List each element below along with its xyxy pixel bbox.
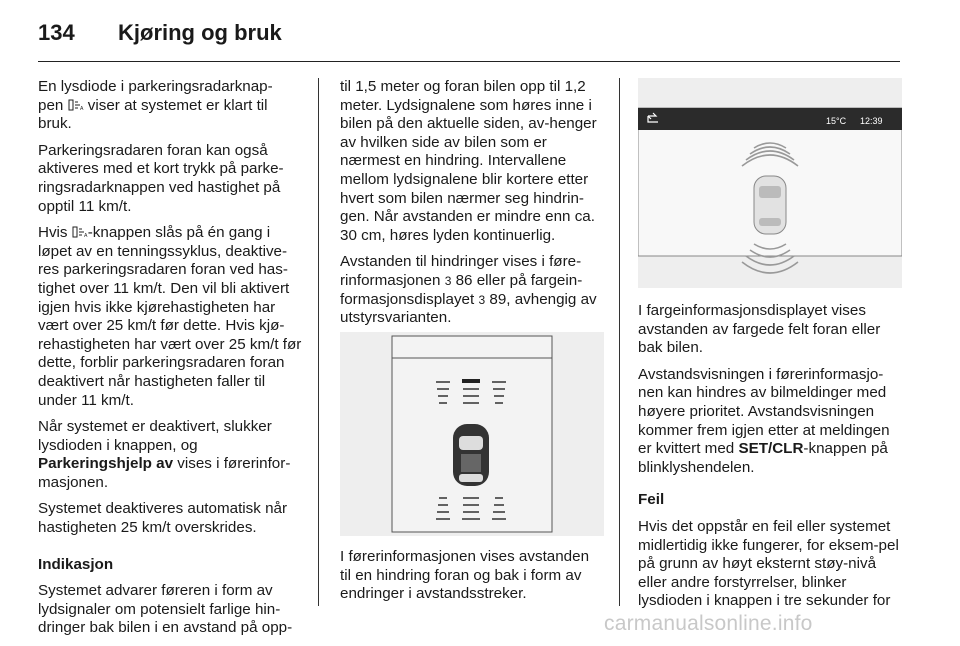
section-heading: Feil [638, 491, 665, 509]
svg-text:A: A [79, 105, 83, 111]
paragraph: Hvis A -knappen slås på én gang i løpet av en tenningssyklus, deaktive-res parkeringsradaren foran ved has-tighet over 11 km/t. Den vil bli aktivert igjen hvis ikke kjørehastigheten har vært over 25 km/t før dette. Hvis kjø-rehastigheten har vært over 25 km/t før dette, forblir parkeringsradaren foran deaktivert når hastigheten faller til under 11 km/t. [38, 224, 302, 409]
car-icon [754, 176, 786, 234]
parking-distance-graphic [340, 332, 604, 536]
header-rule [38, 61, 900, 62]
active-bar [462, 379, 480, 383]
display-temperature: 15°C [826, 116, 847, 126]
text-column-1 [38, 78, 302, 646]
paragraph: Systemet advarer føreren i form av lydsignaler om potensielt farlige hin-dringer bak bilen i en avstand på opp- [38, 582, 293, 637]
watermark: carmanualsonline.info [604, 612, 813, 635]
bold-term: Parkeringshjelp av [38, 455, 174, 473]
color-display-graphic [638, 78, 902, 288]
page-header [0, 0, 960, 62]
page-title: Kjøring og bruk [118, 20, 282, 45]
column-divider [619, 78, 620, 606]
paragraph: Systemet deaktiveres automatisk når hastigheten 25 km/t overskrides. [38, 500, 288, 537]
paragraph: til 1,5 meter og foran bilen opp til 1,2 meter. Lydsignalene som høres inne i bilen på den aktuelle siden, av-henger av hvilken side av bilen som er nærmest en hindring. Intervallene mellom lydsignalene blir kortere etter hvert som bilen nærmer seg hindrin-gen. Når avstanden er mindre enn ca. 30 cm, høres lyden kontinuerlig. [340, 78, 597, 244]
paragraph: Avstanden til hindringer vises i føre-rinformasjonen 3 86 eller på fargein-formasjonsdisplayet 3 89, avhengig av utstyrsvarianten. [340, 253, 597, 327]
paragraph: I fargeinformasjonsdisplayet vises avstanden av fargede felt foran eller bak bilen. [638, 302, 881, 357]
display-time: 12:39 [860, 116, 883, 126]
park-assist-icon [68, 99, 84, 111]
color-display-illustration [638, 78, 902, 288]
page-reference[interactable]: 86 [455, 271, 473, 289]
car-icon [453, 424, 489, 486]
column-divider [318, 78, 319, 606]
paragraph: Når systemet er deaktivert, slukker lysdioden i knappen, og Parkeringshjelp av vises i førerinfor-masjonen. [38, 418, 291, 491]
text-column-3 [638, 302, 904, 619]
paragraph: En lysdiode i parkeringsradarknap- pen A viser at systemet er klart til bruk. [38, 78, 273, 133]
page-reference[interactable]: 89 [489, 290, 507, 308]
paragraph: Hvis det oppstår en feil eller systemet midlertidig ikke fungerer, for eksem-pel på grunn av høyt eksternt støy-nivå eller andre forstyrrelser, blinker lysdioden i knappen i tre sekunder for [638, 517, 899, 610]
reference-arrow-icon: 3 [478, 292, 486, 307]
reference-arrow-icon: 3 [444, 273, 452, 288]
text-column-2-bottom [340, 548, 604, 612]
paragraph: I førerinformasjonen vises avstanden til en hindring foran og bak i form av endringer i avstandsstreker. [340, 548, 590, 603]
paragraph: Parkeringsradaren foran kan også aktiveres med et kort trykk på parke-ringsradarknappen ved hastighet på opptil 11 km/t. [38, 141, 284, 215]
paragraph: Avstandsvisningen i førerinformasjo-nen kan hindres av bilmeldinger med høyere prioritet. Avstandsvisningen kommer frem igjen etter at meldingen er kvittert med SET/CLR-knappen på blinklyshendelen. [638, 365, 890, 476]
page-number: 134 [38, 20, 75, 45]
bold-term: SET/CLR [738, 440, 804, 458]
park-assist-icon [72, 226, 88, 238]
text-column-2 [340, 78, 604, 336]
section-heading: Indikasjon [38, 555, 114, 573]
svg-text:A: A [83, 233, 88, 239]
driver-info-illustration [340, 332, 604, 536]
